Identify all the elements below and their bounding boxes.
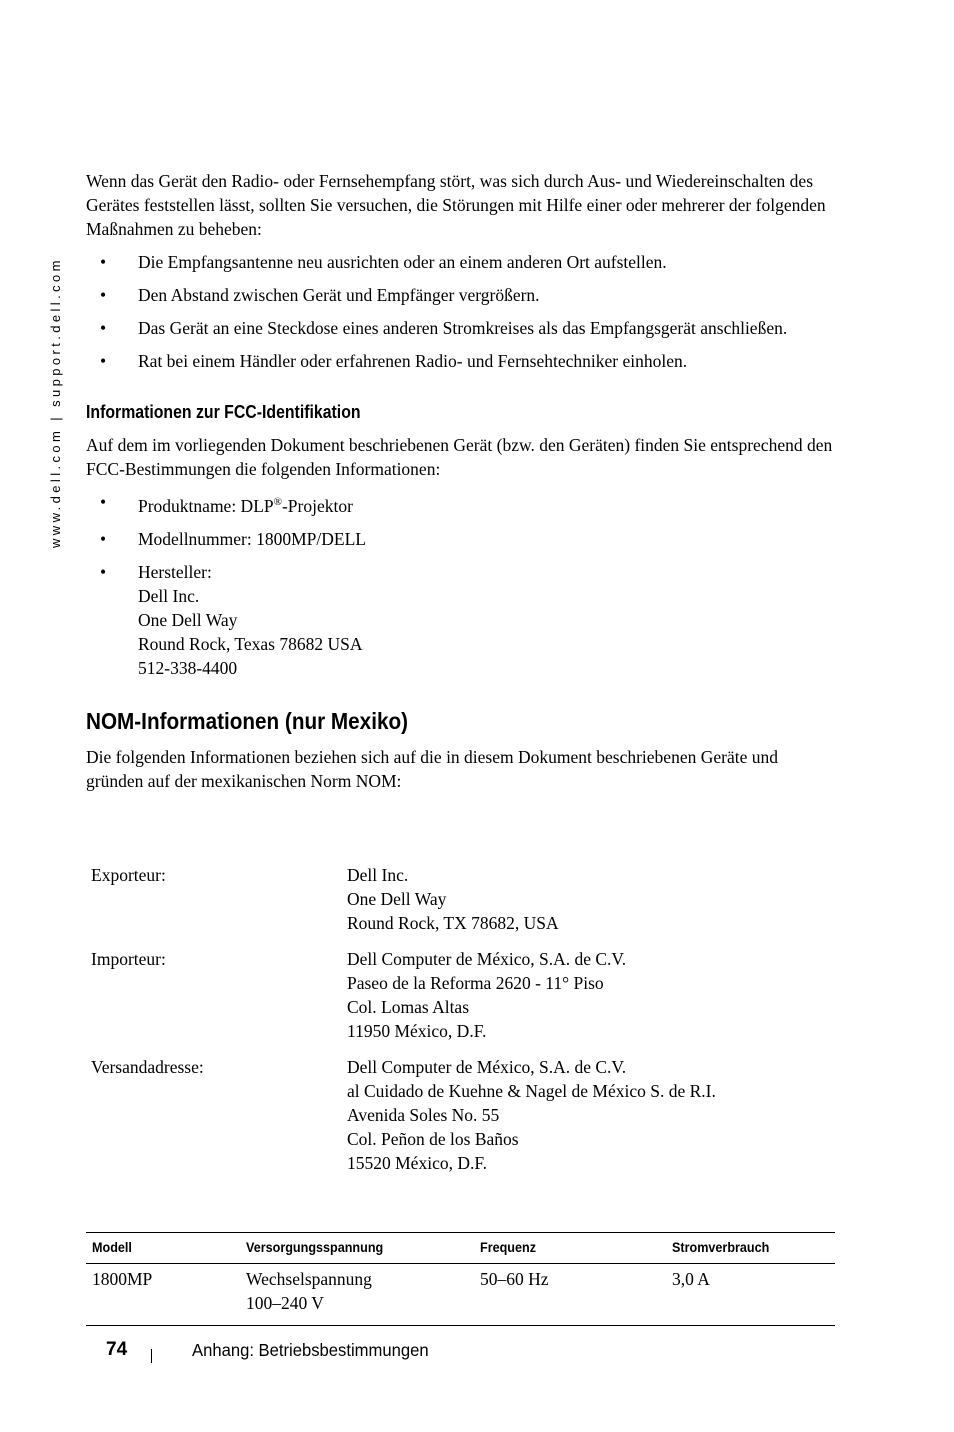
list-item: • Produktname: DLP®-Projektor (100, 492, 353, 516)
intro-paragraph: Wenn das Gerät den Radio- oder Fernsehempfang stört, was sich durch Aus- und Wiedereinschalten des Gerätes feststellen lässt, sollten Sie versuchen, die Störungen mit Hilfe einer oder mehrerer der folgenden Maßnahmen zu beheben: (86, 171, 826, 239)
footer-title: Anhang: Betriebsbestimmungen (192, 1340, 429, 1360)
spec-table (86, 1232, 835, 1326)
list-item: • Modellnummer: 1800MP/DELL (100, 528, 366, 549)
measures-list (86, 250, 836, 373)
page-number: 74 (106, 1339, 128, 1360)
fcc-list (86, 490, 836, 680)
address-row-shipping: Versandadresse: Dell Computer de México, S.A. de C.V. al Cuidado de Kuehne & Nagel de México S. de R.I. Avenida Soles No. 55 Col. Peñon de los Baños 15520 México, D.F. (91, 1057, 716, 1173)
list-item: • Hersteller: Dell Inc. One Dell Way Round Rock, Texas 78682 USA 512-338-4400 (100, 561, 363, 678)
page-footer (0, 1339, 954, 1367)
fcc-paragraph: Auf dem im vorliegenden Dokument beschriebenen Gerät (bzw. den Geräten) finden Sie entsprechend den FCC-Bestimmungen die folgenden Informationen: (86, 435, 833, 479)
footer-divider (151, 1349, 152, 1363)
side-url: www.dell.com | support.dell.com (48, 257, 63, 548)
list-item: • Den Abstand zwischen Gerät und Empfänger vergrößern. (100, 285, 540, 305)
nom-heading: NOM-Informationen (nur Mexiko) (86, 707, 409, 734)
main-content (86, 169, 836, 793)
list-item: • Das Gerät an eine Steckdose eines anderen Stromkreises als das Empfangsgerät anschließen. (100, 318, 788, 338)
list-item: • Rat bei einem Händler oder erfahrenen Radio- und Fernsehtechniker einholen. (100, 351, 688, 371)
nom-paragraph: Die folgenden Informationen beziehen sich auf die in diesem Dokument beschriebenen Geräte und gründen auf der mexikanischen Norm NOM: (86, 746, 778, 791)
table-row: 1800MP Wechselspannung 100–240 V 50–60 Hz 3,0 A (86, 1264, 835, 1326)
address-row-exporter: Exporteur: Dell Inc. One Dell Way Round Rock, TX 78682, USA (91, 865, 559, 933)
table-header-row: Modell Versorgungsspannung Frequenz Stromverbrauch (86, 1233, 835, 1264)
list-item: • Die Empfangsantenne neu ausrichten oder an einem anderen Ort aufstellen. (100, 252, 667, 272)
address-row-importer: Importeur: Dell Computer de México, S.A. de C.V. Paseo de la Reforma 2620 - 11° Piso Col. Lomas Altas 11950 México, D.F. (91, 949, 627, 1041)
fcc-heading: Informationen zur FCC-Identifikation (86, 402, 361, 422)
address-table (91, 863, 811, 1175)
